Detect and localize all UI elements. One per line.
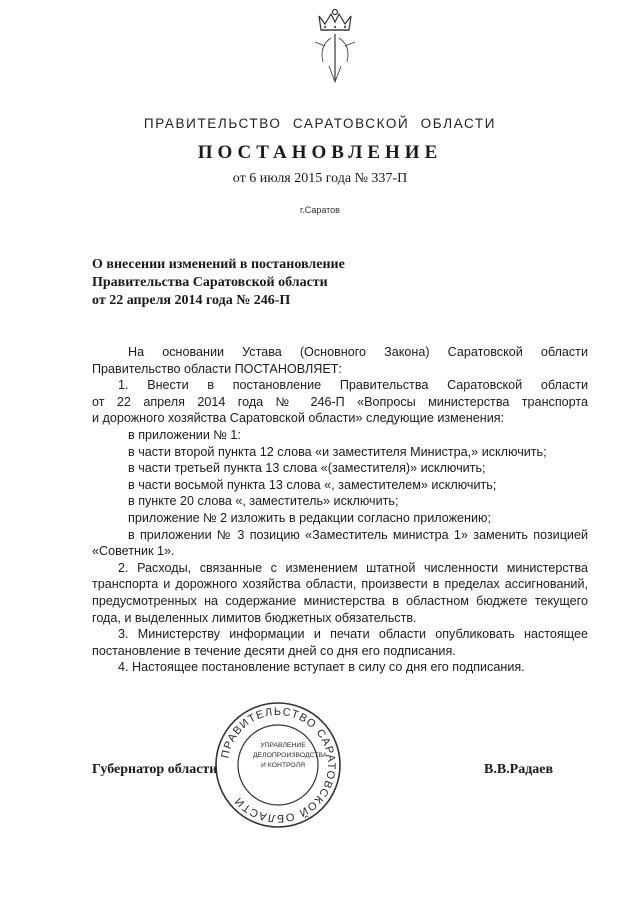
paragraph-4-line: 4. Настоящее постановление вступает в силу со дня его подписания. (118, 660, 525, 675)
signatory-position: Губернатор области (92, 762, 218, 777)
change-item: в приложении № 3 позицию «Заместитель министра 1» заменить позицией (128, 527, 588, 542)
subject-line: от 22 апреля 2014 года № 246-П (92, 293, 291, 308)
change-item: «Советник 1». (92, 544, 175, 559)
change-item: в пункте 20 слова «, заместитель» исключить; (128, 494, 399, 509)
paragraph-3-line: постановление в течение десяти дней со дня его подписания. (92, 643, 456, 658)
paragraph-1-line: от 22 апреля 2014 года № 246-П «Вопросы министерства транспорта (92, 394, 588, 409)
paragraph-1-line: и дорожного хозяйства Саратовской области» следующие изменения: (92, 411, 505, 426)
subject-line: О внесении изменений в постановление (92, 257, 345, 272)
change-item: приложение № 2 изложить в редакции согласно приложению; (128, 510, 491, 525)
paragraph-3-line: 3. Министерству информации и печати области опубликовать настоящее (118, 627, 588, 642)
preamble-line: На основании Устава (Основного Закона) Саратовской области (128, 345, 588, 359)
seal-ring-text: ПРАВИТЕЛЬСТВО САРАТОВСКОЙ ОБЛАСТИ (219, 705, 338, 825)
paragraph-2-line: 2. Расходы, связанные с изменением штатной численности министерства (118, 560, 588, 575)
change-item: в приложении № 1: (128, 427, 241, 442)
document-date-number: от 6 июля 2015 года № 337-П (232, 171, 408, 186)
preamble-line: Правительство области ПОСТАНОВЛЯЕТ: (92, 361, 342, 376)
coat-of-arms-emblem (305, 6, 365, 88)
change-item: в части третьей пункта 13 слова «(заместителя)» исключить; (128, 461, 486, 476)
document-subject (92, 256, 412, 310)
paragraph-1-line: 1. Внести в постановление Правительства Саратовской области (118, 378, 588, 393)
seal-inner-line: ДЕЛОПРОИЗВОДСТВА (253, 752, 328, 759)
document-city: г.Саратов (300, 205, 340, 215)
seal-inner-line: И КОНТРОЛЯ (261, 762, 305, 769)
seal-inner-text (253, 741, 328, 771)
document-body (92, 344, 588, 676)
document-type: ПОСТАНОВЛЕНИЕ (197, 142, 443, 163)
paragraph-2-line: транспорта и дорожного хозяйства области, произвести в пределах ассигнований, (92, 577, 588, 592)
subject-line: Правительства Саратовской области (92, 275, 328, 290)
government-name: ПРАВИТЕЛЬСТВО САРАТОВСКОЙ ОБЛАСТИ (143, 116, 497, 131)
seal-inner-line: УПРАВЛЕНИЕ (260, 742, 306, 749)
paragraph-2-line: года, и выделенных лимитов бюджетных обязательств. (92, 610, 417, 625)
signatory-name: В.В.Радаев (484, 762, 554, 777)
paragraph-2-line: предусмотренных на содержание министерства в областном бюджете текущего (92, 593, 588, 608)
change-item: в части восьмой пункта 13 слова «, заместителем» исключить; (128, 477, 497, 492)
change-item: в части второй пункта 12 слова «и заместителя Министра,» исключить; (128, 444, 547, 459)
